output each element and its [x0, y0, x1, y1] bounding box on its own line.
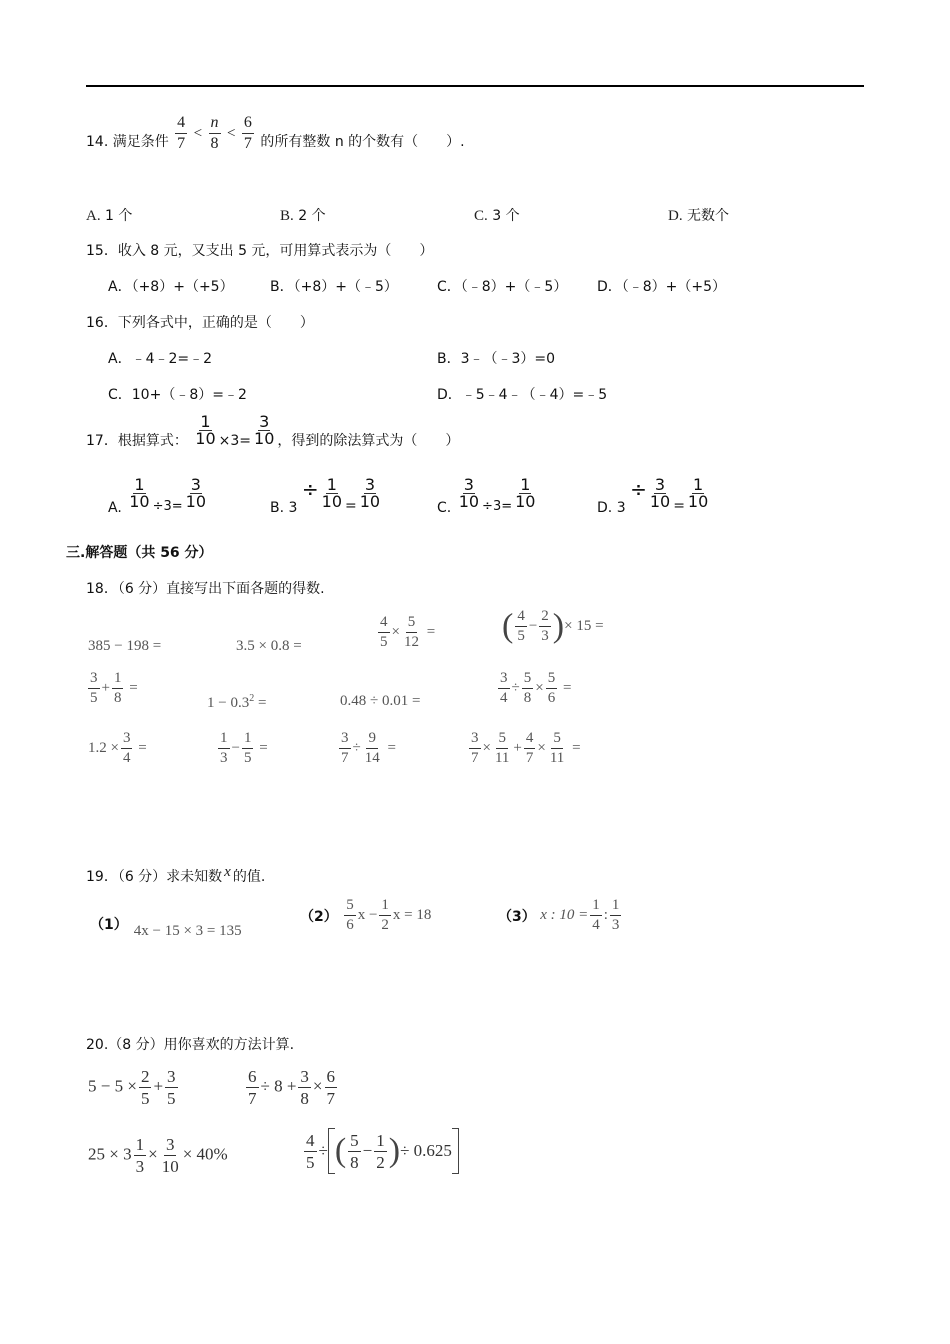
q19-part-2: （2） $\frac{5}{6}$ x − $\frac{1}{2}$ x = 18 [300, 897, 432, 933]
q18-expr-3: $\frac{4}{5}$ × $\frac{5}{12}$ = [380, 614, 436, 650]
q17c-fraction-1: $\frac{3}{10}$ [458, 475, 480, 511]
q19-part-1: （1） 4x − 15 × 3 = 135 [90, 917, 242, 939]
q16-option-a[interactable]: A．﹣4﹣2=﹣2 [108, 351, 213, 367]
q17-suffix: ，得到的除法算式为（ ） [277, 432, 460, 449]
q18-expr-8: $\frac{3}{4}$ ÷ $\frac{5}{8}$ × $\frac{5}{6}$ = [500, 670, 572, 706]
q15-option-d[interactable]: D．（﹣8）+（+5） [597, 279, 727, 295]
q19-part-3: （3） x : 10 = $\frac{1}{4}$ : $\frac{1}{3}$ [498, 897, 620, 933]
q17-option-b[interactable]: B. 3 ÷ $\frac{1}{10}$ = $\frac{3}{10}$ [270, 475, 381, 516]
q15-option-c[interactable]: C．（﹣8）+（﹣5） [437, 279, 568, 295]
question-15: 15．收入 8 元，又支出 5 元，可用算式表示为（ ） [86, 243, 434, 259]
q15-option-b[interactable]: B．（+8）+（﹣5） [270, 279, 398, 295]
q18-expr-4: ( $\frac{4}{5}$ − $\frac{2}{3}$ )× 15 = [502, 607, 604, 645]
q14-suffix: 的所有整数 n 的个数有（ ）. [260, 133, 465, 150]
q17-option-d[interactable]: D. 3 ÷ $\frac{3}{10}$ = $\frac{1}{10}$ [597, 475, 709, 516]
header-rule [86, 85, 864, 87]
q20-expr-3: 25 × 3 $\frac{1}{3}$ × $\frac{3}{10}$ × 40% [88, 1135, 228, 1176]
q18-expr-2: 3.5 × 0.8 = [236, 638, 302, 654]
q16-option-b[interactable]: B．3﹣（﹣3）=0 [437, 351, 556, 367]
q17c-fraction-2: $\frac{1}{10}$ [515, 475, 536, 511]
question-16: 16．下列各式中，正确的是（ ） [86, 315, 314, 331]
q15-option-a[interactable]: A．（+8）+（+5） [108, 279, 234, 295]
question-17 [86, 414, 459, 447]
q17b-fraction-1: $\frac{1}{10}$ [321, 475, 343, 511]
q18-expr-1: 385 − 198 = [88, 638, 162, 654]
question-20: 20.（8 分）用你喜欢的方法计算. [86, 1037, 295, 1053]
section-3-heading: 三.解答题（共 56 分） [66, 545, 213, 561]
q18-expr-9: 1.2 × $\frac{3}{4}$ = [88, 730, 147, 766]
q14-option-c[interactable]: C. 3 个 [474, 208, 520, 224]
q17-prefix: 17．根据算式： [86, 432, 188, 449]
question-19: 19．（6 分）求未知数 x 的值. [86, 864, 266, 885]
q14-option-b[interactable]: B. 2 个 [280, 208, 326, 224]
q16-option-c[interactable]: C．10+（﹣8）=﹣2 [108, 387, 247, 403]
q17-times3: ×3= [218, 432, 252, 449]
q17d-fraction-2: $\frac{1}{10}$ [687, 475, 709, 511]
q14-option-d[interactable]: D. 无数个 [668, 208, 730, 224]
q14-prefix: 14. 满足条件 [86, 133, 169, 150]
q14-option-a[interactable]: A. 1 个 [86, 208, 133, 224]
q18-expr-11: $\frac{3}{7}$ ÷ $\frac{9}{14}$ = [341, 730, 396, 766]
q14-fraction-4-7: $\frac{4}{7}$ [177, 114, 186, 152]
q18-expr-6: $1 - 0.3^2$ = [207, 693, 267, 711]
q18-expr-10: $\frac{1}{3}$ − $\frac{1}{5}$ = [220, 730, 268, 766]
q17-fraction-1-10: $\frac{1}{10}$ [195, 412, 216, 448]
q16-option-d[interactable]: D．﹣5﹣4﹣（﹣4）=﹣5 [437, 387, 608, 403]
q17b-fraction-2: $\frac{3}{10}$ [359, 475, 381, 511]
q17-option-c[interactable]: C. $\frac{3}{10}$ ÷3= $\frac{1}{10}$ [437, 475, 536, 516]
q17d-fraction-1: $\frac{3}{10}$ [649, 475, 671, 511]
q17-fraction-3-10: $\frac{3}{10}$ [254, 412, 275, 448]
q14-less-than: < [193, 125, 203, 142]
q17a-fraction-1: $\frac{1}{10}$ [129, 475, 150, 511]
question-18: 18．（6 分）直接写出下面各题的得数. [86, 581, 325, 597]
q20-expr-2: $\frac{6}{7}$ ÷ 8 + $\frac{3}{8}$ × $\frac{6}{7}$ [248, 1067, 336, 1108]
q18-expr-12: $\frac{3}{7}$ × $\frac{5}{11}$ + $\frac{4}{7}$ × $\frac{5}{11}$ = [471, 730, 581, 766]
q14-fraction-n-8: $\frac{n}{8}$ [210, 114, 219, 152]
q18-expr-7: 0.48 ÷ 0.01 = [340, 693, 421, 709]
q17-option-a[interactable]: A. $\frac{1}{10}$ ÷3= $\frac{3}{10}$ [108, 475, 207, 516]
q14-fraction-6-7: $\frac{6}{7}$ [243, 114, 252, 152]
q20-expr-4: $\frac{4}{5}$ ÷ ( $\frac{5}{8}$ − $\frac{1}{2}$ )÷ 0.625 [302, 1128, 459, 1174]
question-14 [86, 115, 465, 152]
q14-less-than-2: < [227, 125, 236, 142]
q17a-fraction-2: $\frac{3}{10}$ [185, 475, 207, 511]
q20-expr-1: 5 − 5 × $\frac{2}{5}$ + $\frac{3}{5}$ [88, 1067, 176, 1108]
q18-expr-5a: $\frac{3}{5}$ + $\frac{1}{8}$ = [90, 670, 138, 706]
